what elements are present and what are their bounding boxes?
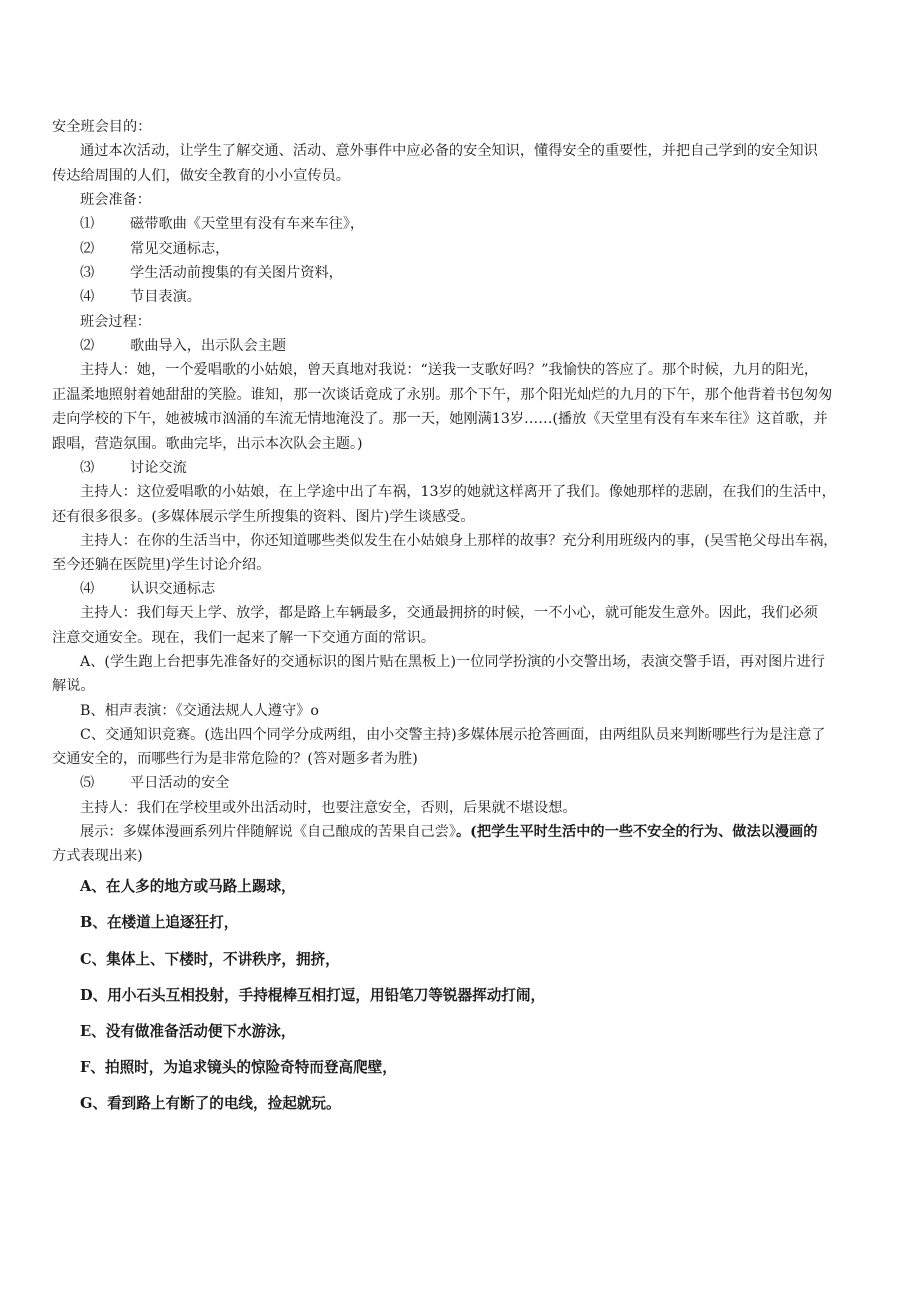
section-4-item-a-line-2: 解说。: [52, 678, 95, 694]
section-3-para-line-2: 还有很多很多。(多媒体展示学生所搜集的资料、图片)学生谈感受。: [52, 509, 475, 525]
section-4-item-a-line-1: A、(学生跑上台把事先准备好的交通标识的图片贴在黑板上)一位同学扮演的小交警出场，表演交警手语，再对图片进行: [80, 654, 825, 670]
prep-heading: 班会准备：: [80, 192, 151, 208]
section-4-item-c-line-1: C、交通知识竞赛。(选出四个同学分成两组，由小交警主持)多媒体展示抢答画面，由两组队员来判断哪些行为是注意了: [80, 727, 826, 743]
section-4-para-line-1: 主持人：我们每天上学、放学，都是路上车辆最多，交通最拥挤的时候，一不小心，就可能发生意外。因此，我们必须: [80, 605, 818, 621]
section-5-para-line-2: 展示：多媒体漫画系列片伴随解说《自己酿成的苦果自己尝》。(把学生平时生活中的一些不安全的行为、做法以漫画的: [80, 824, 818, 840]
section-2-title: ⑵ 歌曲导入，出示队会主题: [80, 338, 287, 354]
section-3-para-line-3: 主持人：在你的生活当中，你还知道哪些类似发生在小姑娘身上那样的故事？充分利用班级内的事，(吴雪艳父母出车祸，: [80, 533, 838, 549]
section-5-title: ⑸ 平日活动的安全: [80, 775, 230, 791]
list-item: B、在楼道上追逐狂打，: [80, 914, 239, 931]
goal-text-line-2: 传达给周围的人们，做安全教育的小小宣传员。: [52, 168, 350, 184]
section-5-para-line-1: 主持人：我们在学校里或外出活动时，也要注意安全，否则，后果就不堪设想。: [80, 800, 577, 816]
prep-item-1: ⑴ 磁带歌曲《天堂里有没有车来车往》，: [80, 216, 365, 232]
section-3-title: ⑶ 讨论交流: [80, 460, 187, 476]
section-4-item-b: B、相声表演：《交通法规人人遵守》o: [80, 703, 319, 719]
section-2-para-line-1: 主持人：她，一个爱唱歌的小姑娘，曾天真地对我说：“送我一支歌好吗？”我愉快的答应了。那个时候，九月的阳光，: [80, 362, 819, 378]
process-heading: 班会过程：: [80, 314, 151, 330]
section-2-para-line-3: 走向学校的下午，她被城市汹涌的车流无情地淹没了。那一天，她刚满13岁……(播放《天堂里有没有车来车往》这首歌，并: [52, 411, 828, 427]
list-item: G、看到路上有断了的电线，捡起就玩。: [80, 1095, 341, 1112]
list-item: A、在人多的地方或马路上踢球，: [80, 878, 296, 895]
list-item: C、集体上、下楼时，不讲秩序，拥挤，: [80, 951, 340, 968]
goal-heading: 安全班会目的：: [52, 119, 152, 135]
prep-item-3: ⑶ 学生活动前搜集的有关图片资料，: [80, 265, 343, 281]
section-4-para-line-2: 注意交通安全。现在，我们一起来了解一下交通方面的常识。: [52, 630, 436, 646]
section-4-title: ⑷ 认识交通标志: [80, 581, 216, 597]
list-item: F、拍照时，为追求镜头的惊险奇特而登高爬壁，: [80, 1059, 397, 1076]
comic-title: 《自己酿成的苦果自己尝》: [292, 824, 456, 840]
list-item: E、没有做准备活动便下水游泳，: [80, 1023, 296, 1040]
prep-item-4: ⑷ 节目表演。: [80, 289, 201, 305]
section-5-para-line-3: 方式表现出来): [52, 848, 143, 864]
prep-item-2: ⑵ 常见交通标志，: [80, 241, 230, 257]
section-4-item-c-line-2: 交通安全的，而哪些行为是非常危险的？(答对题多者为胜): [52, 751, 418, 767]
section-3-para-line-1: 主持人：这位爱唱歌的小姑娘，在上学途中出了车祸，13岁的她就这样离开了我们。像她那样的悲剧，在我们的生活中，: [80, 484, 836, 500]
list-item: D、用小石头互相投射，手持棍棒互相打逗，用铅笔刀等锐器挥动打闹，: [80, 987, 546, 1004]
section-2-para-line-4: 跟唱，营造氛围。歌曲完毕，出示本次队会主题。): [52, 436, 363, 452]
goal-text-line-1: 通过本次活动，让学生了解交通、活动、意外事件中应必备的安全知识，懂得安全的重要性，并把自己学到的安全知识: [80, 143, 818, 159]
section-3-para-line-4: 至今还躺在医院里)学生讨论介绍。: [52, 557, 271, 573]
section-2-para-line-2: 正温柔地照射着她甜甜的笑脸。谁知，那一次谈话竟成了永别。那个下午，那个阳光灿烂的九月的下午，那个他背着书包匆匆: [52, 387, 833, 403]
